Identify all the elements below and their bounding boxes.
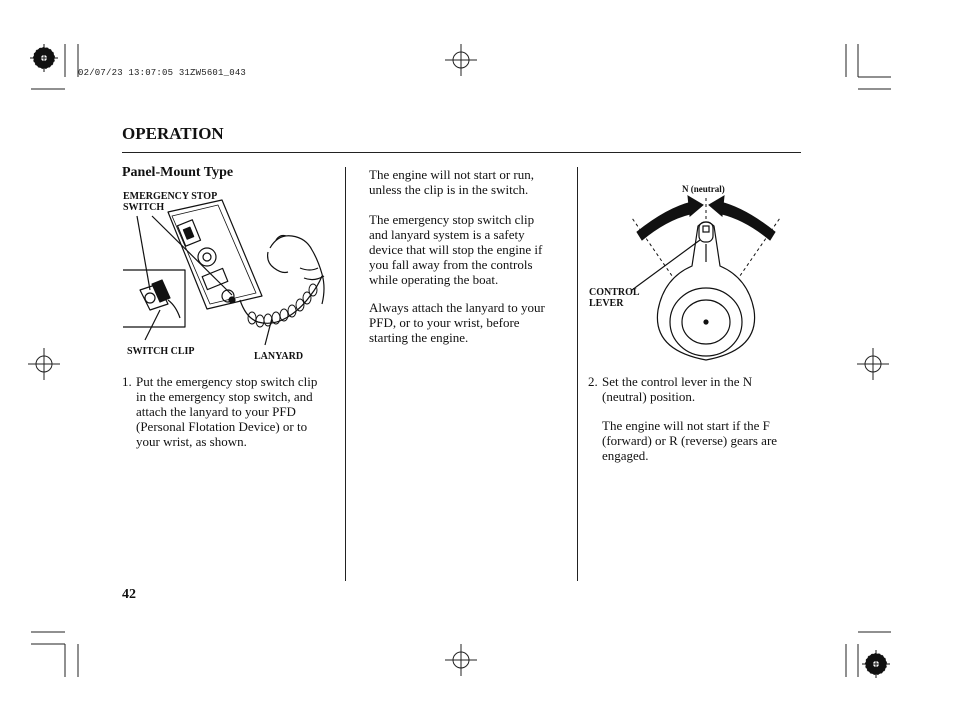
label-switch-clip: SWITCH CLIP	[127, 346, 195, 357]
paragraph-clip-requirement: The engine will not start or run, unless the clip is in the switch.	[369, 167, 534, 197]
step-1-text: Put the emergency stop switch clip in the emergency stop switch, and attach the lanyard to your PFD (Personal Flotation Device) or to your wrist, as shown.	[136, 374, 318, 449]
step-2-text: Set the control lever in the N (neutral) position.	[602, 374, 753, 404]
paragraph-attach-lanyard: Always attach the lanyard to your PFD, or to your wrist, before starting the engine.	[369, 300, 545, 345]
step-2-number: 2.	[588, 374, 598, 389]
label-emergency-stop-switch: EMERGENCY STOP SWITCH	[123, 191, 218, 213]
label-control-lever: CONTROL LEVER	[589, 287, 640, 309]
note-gears-engaged: The engine will not start if the F (forward) or R (reverse) gears are engaged.	[602, 418, 778, 463]
subheading-panel-mount: Panel-Mount Type	[122, 165, 234, 180]
section-title: OPERATION	[122, 124, 224, 143]
paragraph-safety-device: The emergency stop switch clip and lanyard system is a safety device that will stop the engine if you fall away from the controls while operating the boat.	[369, 212, 543, 287]
print-timestamp: 02/07/23 13:07:05 31ZW5601_043	[78, 68, 247, 78]
step-1-number: 1.	[122, 374, 132, 389]
page-number: 42	[122, 587, 136, 602]
label-lanyard: LANYARD	[254, 351, 304, 362]
label-neutral: N (neutral)	[682, 184, 725, 194]
